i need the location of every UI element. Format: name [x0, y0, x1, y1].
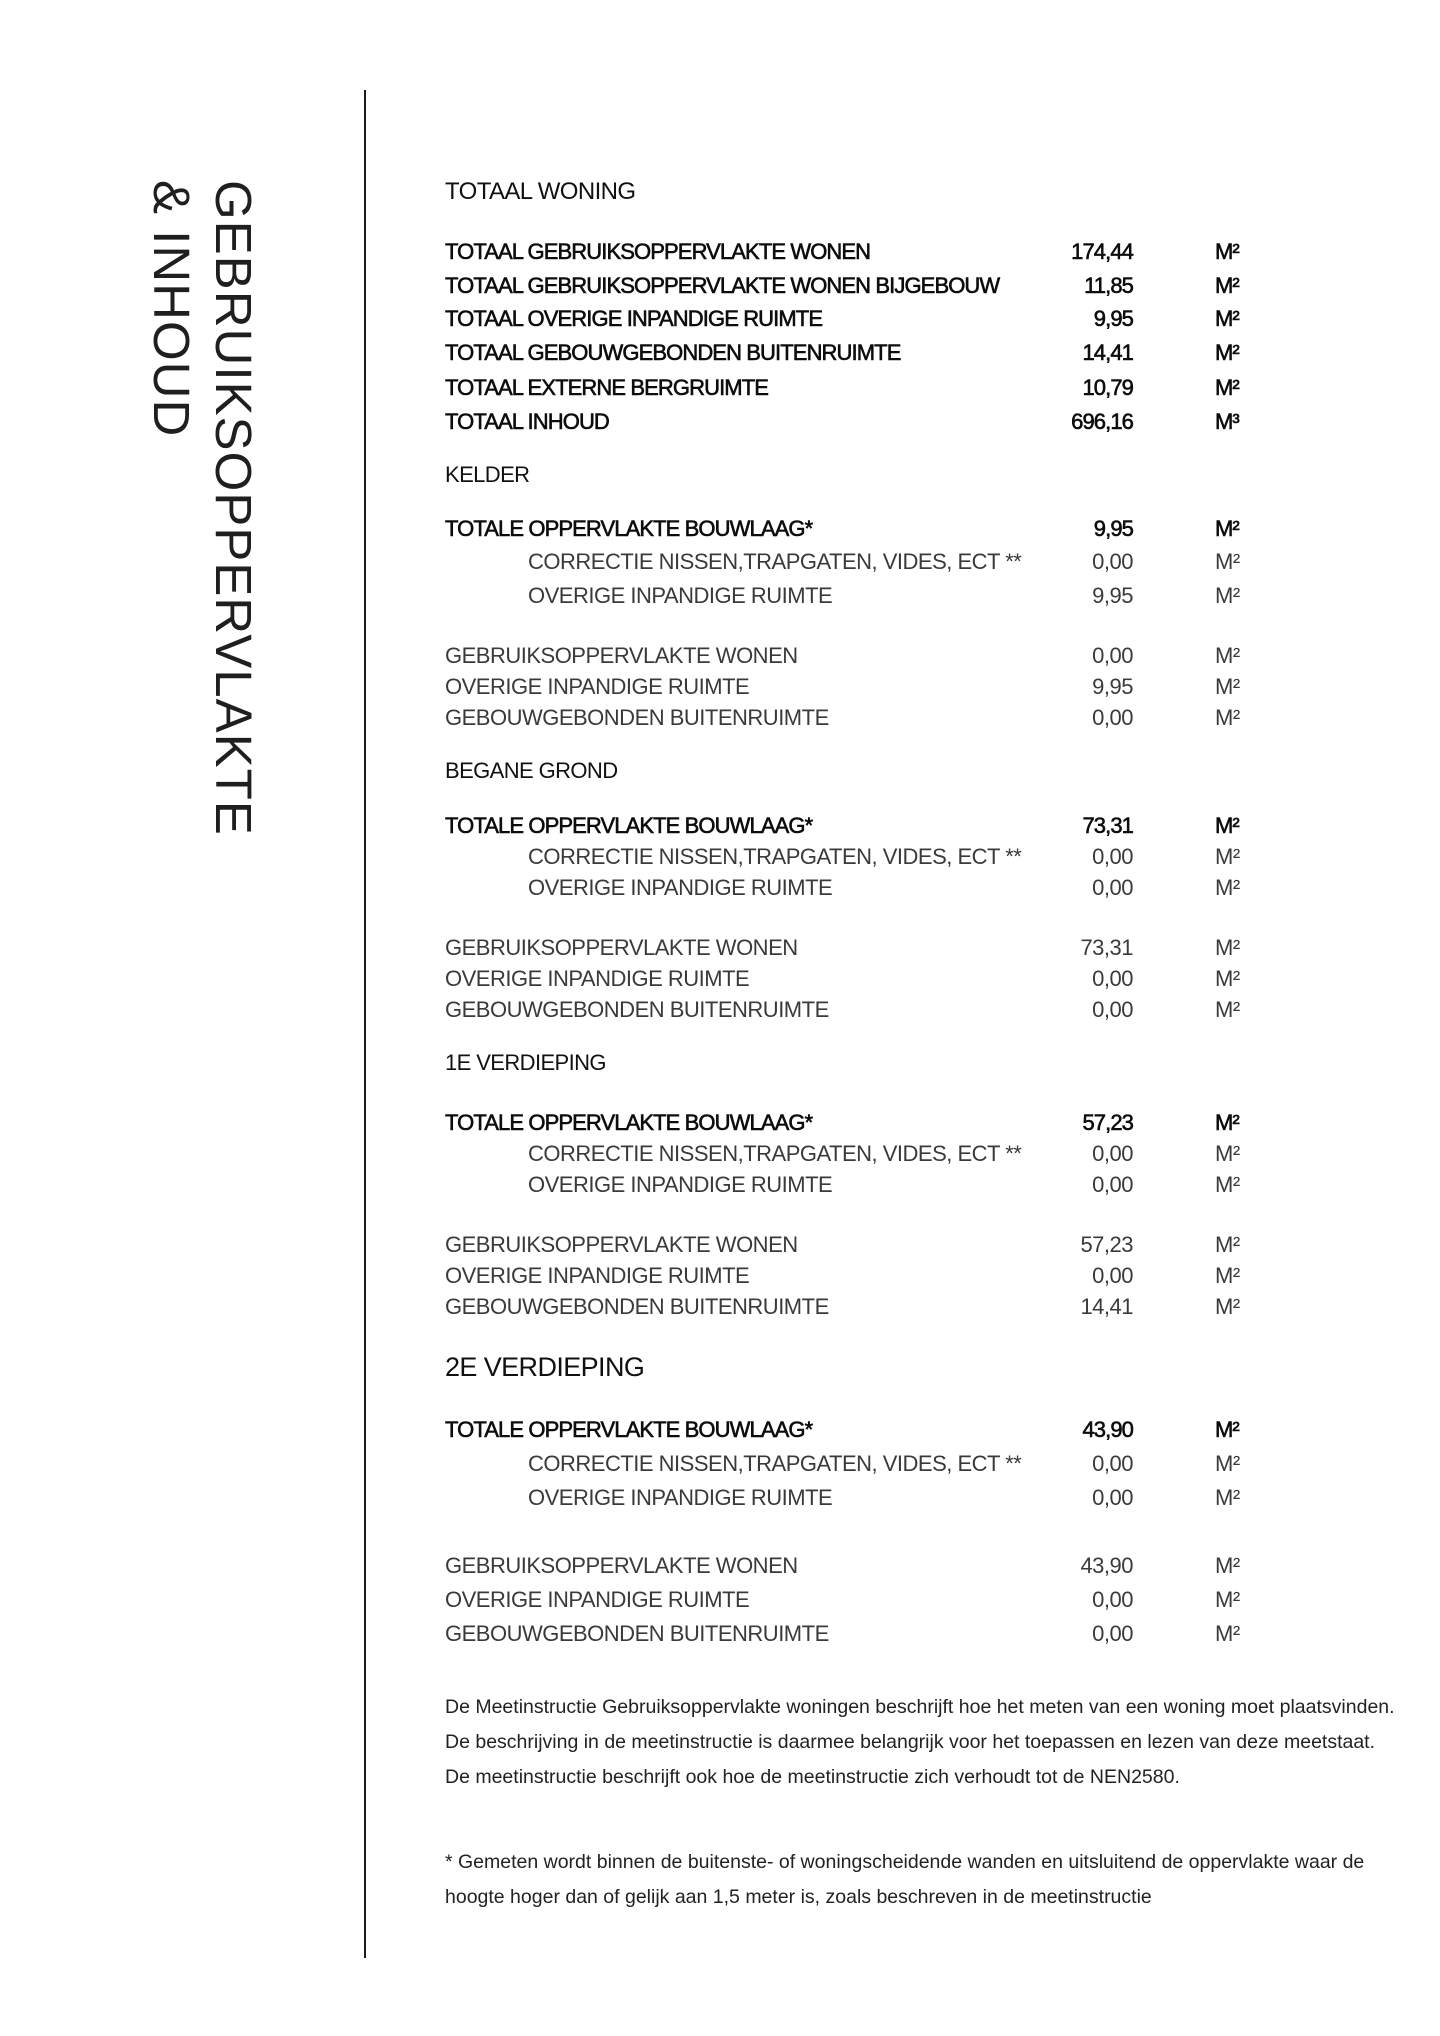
table-row — [445, 1141, 1245, 1171]
row-value: 0,00 — [1092, 875, 1133, 900]
table-row — [445, 516, 1245, 546]
row-label: TOTAAL GEBRUIKSOPPERVLAKTE WONEN — [445, 239, 871, 264]
row-label: TOTAAL INHOUD — [445, 409, 609, 434]
table-row — [445, 997, 1245, 1027]
row-unit: M² — [1215, 1621, 1240, 1646]
side-title-line-1: GEBRUIKSOPPERVLAKTE — [205, 180, 262, 836]
row-unit: M² — [1215, 340, 1239, 365]
row-unit: M² — [1215, 375, 1239, 400]
row-unit: M² — [1215, 239, 1239, 264]
row-unit: M² — [1215, 966, 1240, 991]
row-unit: M² — [1215, 1110, 1239, 1135]
row-value: 696,16 — [1071, 409, 1133, 434]
table-row — [445, 1294, 1245, 1324]
section-heading-1e-verdieping: 1E VERDIEPING — [445, 1050, 606, 1075]
table-row — [445, 1172, 1245, 1202]
section-heading-2e-verdieping: 2E VERDIEPING — [445, 1352, 645, 1382]
row-label: TOTAAL EXTERNE BERGRUIMTE — [445, 375, 769, 400]
table-row — [445, 1553, 1245, 1583]
row-label: GEBOUWGEBONDEN BUITENRUIMTE — [445, 1294, 829, 1319]
row-label: GEBRUIKSOPPERVLAKTE WONEN — [445, 935, 798, 960]
row-value: 0,00 — [1092, 966, 1133, 991]
row-value: 0,00 — [1092, 997, 1133, 1022]
row-value: 0,00 — [1092, 1141, 1133, 1166]
row-label: TOTALE OPPERVLAKTE BOUWLAAG* — [445, 1110, 813, 1135]
table-row — [445, 813, 1245, 843]
row-value: 9,95 — [1092, 674, 1133, 699]
section-heading-totaal: TOTAAL WONING — [445, 178, 636, 205]
row-value: 73,31 — [1082, 813, 1133, 838]
row-value: 0,00 — [1092, 1451, 1133, 1476]
row-label: TOTALE OPPERVLAKTE BOUWLAAG* — [445, 1417, 813, 1442]
row-label: TOTAAL GEBOUWGEBONDEN BUITENRUIMTE — [445, 340, 901, 365]
row-unit: M² — [1215, 643, 1240, 668]
row-value: 9,95 — [1092, 583, 1133, 608]
table-row — [445, 1110, 1245, 1140]
row-value: 0,00 — [1092, 1485, 1133, 1510]
row-value: 0,00 — [1092, 1172, 1133, 1197]
row-label: TOTAAL OVERIGE INPANDIGE RUIMTE — [445, 306, 823, 331]
row-label: OVERIGE INPANDIGE RUIMTE — [445, 966, 750, 991]
table-row — [445, 643, 1245, 673]
row-label: CORRECTIE NISSEN,TRAPGATEN, VIDES, ECT ** — [528, 1451, 1022, 1476]
row-value: 9,95 — [1093, 516, 1133, 541]
row-value: 57,23 — [1080, 1232, 1133, 1257]
side-title-line-2: & INHOUD — [143, 180, 200, 438]
section-heading-kelder: KELDER — [445, 462, 530, 487]
row-unit: M² — [1215, 516, 1239, 541]
row-value: 174,44 — [1071, 239, 1133, 264]
table-row — [445, 705, 1245, 735]
row-label: OVERIGE INPANDIGE RUIMTE — [528, 1485, 833, 1510]
row-label: TOTAAL GEBRUIKSOPPERVLAKTE WONEN BIJGEBOUW — [445, 273, 1000, 298]
table-row — [445, 875, 1245, 905]
row-label: OVERIGE INPANDIGE RUIMTE — [528, 875, 833, 900]
row-label: TOTALE OPPERVLAKTE BOUWLAAG* — [445, 813, 813, 838]
row-label: TOTALE OPPERVLAKTE BOUWLAAG* — [445, 516, 813, 541]
row-unit: M² — [1215, 844, 1240, 869]
table-row — [445, 1232, 1245, 1262]
row-unit: M² — [1215, 549, 1240, 574]
row-value: 0,00 — [1092, 1621, 1133, 1646]
row-unit: M² — [1215, 674, 1240, 699]
row-label: GEBRUIKSOPPERVLAKTE WONEN — [445, 1232, 798, 1257]
row-label: OVERIGE INPANDIGE RUIMTE — [445, 1263, 750, 1288]
table-row — [445, 1417, 1245, 1447]
row-unit: M² — [1215, 813, 1239, 838]
row-value: 10,79 — [1082, 375, 1133, 400]
row-unit: M² — [1215, 1587, 1240, 1612]
row-value: 9,95 — [1093, 306, 1133, 331]
section-heading-begane-grond: BEGANE GROND — [445, 758, 618, 783]
side-title — [124, 180, 264, 900]
row-unit: M² — [1215, 1485, 1240, 1510]
row-unit: M² — [1215, 306, 1239, 331]
row-unit: M² — [1215, 1417, 1239, 1442]
row-unit: M² — [1215, 1141, 1240, 1166]
table-row — [445, 306, 1245, 336]
table-row — [445, 674, 1245, 704]
row-value: 0,00 — [1092, 1587, 1133, 1612]
row-unit: M² — [1215, 1263, 1240, 1288]
row-value: 11,85 — [1084, 273, 1133, 298]
row-label: GEBRUIKSOPPERVLAKTE WONEN — [445, 1553, 798, 1578]
row-value: 14,41 — [1082, 340, 1133, 365]
row-label: OVERIGE INPANDIGE RUIMTE — [528, 583, 833, 608]
row-label: GEBOUWGEBONDEN BUITENRUIMTE — [445, 997, 829, 1022]
table-row — [445, 1451, 1245, 1481]
table-row — [445, 549, 1245, 579]
row-label: OVERIGE INPANDIGE RUIMTE — [445, 674, 750, 699]
row-value: 0,00 — [1092, 705, 1133, 730]
table-row — [445, 935, 1245, 965]
row-unit: M² — [1215, 273, 1239, 298]
table-row — [445, 966, 1245, 996]
row-value: 57,23 — [1082, 1110, 1133, 1135]
row-unit: M² — [1215, 1172, 1240, 1197]
row-value: 0,00 — [1092, 1263, 1133, 1288]
row-value: 0,00 — [1092, 643, 1133, 668]
row-unit: M² — [1215, 705, 1240, 730]
table-row — [445, 1263, 1245, 1293]
row-unit: M³ — [1215, 409, 1239, 434]
row-unit: M² — [1215, 583, 1240, 608]
table-row — [445, 844, 1245, 874]
row-value: 0,00 — [1092, 844, 1133, 869]
row-label: CORRECTIE NISSEN,TRAPGATEN, VIDES, ECT ** — [528, 549, 1022, 574]
row-unit: M² — [1215, 997, 1240, 1022]
table-row — [445, 409, 1245, 439]
row-label: GEBOUWGEBONDEN BUITENRUIMTE — [445, 1621, 829, 1646]
table-row — [445, 1621, 1245, 1651]
note-paragraph-footnote: * Gemeten wordt binnen de buitenste- of woningscheidende wanden en uitsluitend de oppervlakte waar de hoogte hoger dan of gelijk aan 1,5 meter is, zoals beschreven in de meetinstructie — [445, 1851, 1365, 1908]
note-paragraph-meetinstructie: De Meetinstructie Gebruiksoppervlakte woningen beschrijft hoe het meten van een woning moet plaatsvinden. De beschrijving in de meetinstructie is daarmee belangrijk voor het toepassen en lezen van deze meetstaat. De meetinstructie beschrijft ook hoe de meetinstructie zich verhoudt tot de NEN2580. — [445, 1696, 1395, 1788]
row-value: 14,41 — [1080, 1294, 1133, 1319]
vertical-divider — [364, 90, 366, 1958]
row-unit: M² — [1215, 1451, 1240, 1476]
row-unit: M² — [1215, 1553, 1240, 1578]
table-row — [445, 375, 1245, 405]
row-label: CORRECTIE NISSEN,TRAPGATEN, VIDES, ECT ** — [528, 844, 1022, 869]
row-label: GEBOUWGEBONDEN BUITENRUIMTE — [445, 705, 829, 730]
row-value: 43,90 — [1080, 1553, 1133, 1578]
table-row — [445, 239, 1245, 269]
table-row — [445, 1587, 1245, 1617]
table-row — [445, 1485, 1245, 1515]
row-label: GEBRUIKSOPPERVLAKTE WONEN — [445, 643, 798, 668]
row-unit: M² — [1215, 875, 1240, 900]
row-label: CORRECTIE NISSEN,TRAPGATEN, VIDES, ECT ** — [528, 1141, 1022, 1166]
row-unit: M² — [1215, 935, 1240, 960]
row-value: 0,00 — [1092, 549, 1133, 574]
row-value: 73,31 — [1080, 935, 1133, 960]
table-row — [445, 273, 1245, 303]
row-label: OVERIGE INPANDIGE RUIMTE — [445, 1587, 750, 1612]
row-unit: M² — [1215, 1232, 1240, 1257]
row-unit: M² — [1215, 1294, 1240, 1319]
row-value: 43,90 — [1082, 1417, 1133, 1442]
table-row — [445, 583, 1245, 613]
table-row — [445, 340, 1245, 370]
row-label: OVERIGE INPANDIGE RUIMTE — [528, 1172, 833, 1197]
